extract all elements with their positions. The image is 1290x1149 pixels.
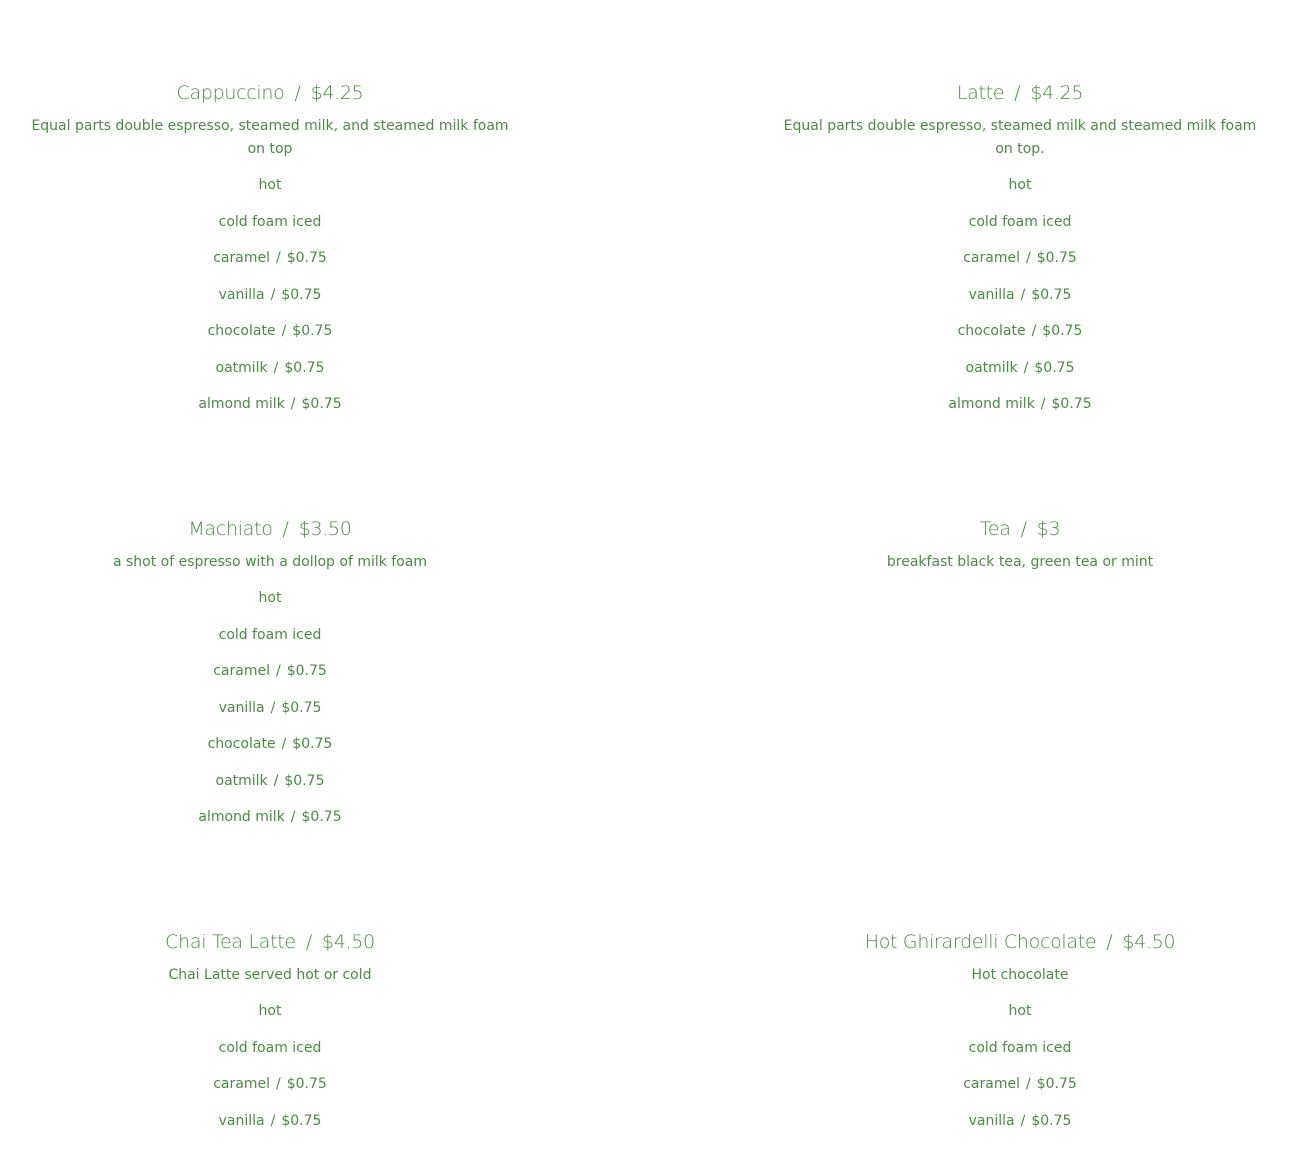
option-price: $0.75 xyxy=(284,360,324,376)
option-price: $0.75 xyxy=(292,323,332,339)
option-item xyxy=(770,360,1270,397)
option-name: vanilla xyxy=(219,700,265,716)
option-separator: / xyxy=(274,360,279,376)
option-list xyxy=(20,177,520,433)
option-item xyxy=(20,590,520,627)
option-item xyxy=(20,1040,520,1077)
menu-item-cappuccino xyxy=(20,80,520,433)
item-price: $4.50 xyxy=(1122,931,1175,953)
option-price: $0.75 xyxy=(281,700,321,716)
option-name: hot xyxy=(259,590,282,606)
option-separator: / xyxy=(282,323,287,339)
item-description: a shot of espresso with a dollop of milk foam xyxy=(20,551,520,574)
option-item xyxy=(20,214,520,251)
menu-item-latte xyxy=(770,80,1270,433)
option-name: vanilla xyxy=(219,287,265,303)
option-price: $0.75 xyxy=(1052,396,1092,412)
option-name: almond milk xyxy=(948,396,1034,412)
option-name: cold foam iced xyxy=(969,1040,1072,1056)
option-separator: / xyxy=(1041,396,1046,412)
option-separator: / xyxy=(271,1113,276,1129)
item-title xyxy=(20,80,520,106)
option-name: cold foam iced xyxy=(219,1040,322,1056)
option-item xyxy=(20,360,520,397)
option-name: oatmilk xyxy=(966,360,1018,376)
item-name: Latte xyxy=(957,82,1004,104)
option-name: caramel xyxy=(963,250,1020,266)
option-separator: / xyxy=(276,663,281,679)
menu-item-hot-ghirardelli-chocolate xyxy=(770,929,1270,1149)
option-item xyxy=(20,177,520,214)
option-item xyxy=(20,809,520,846)
option-item xyxy=(770,250,1270,287)
option-price: $0.75 xyxy=(1042,323,1082,339)
option-item xyxy=(20,1076,520,1113)
item-price: $4.50 xyxy=(322,931,375,953)
option-item xyxy=(770,1040,1270,1077)
option-price: $0.75 xyxy=(1031,287,1071,303)
option-name: almond milk xyxy=(198,809,284,825)
menu-item-machiato xyxy=(20,516,520,846)
option-item xyxy=(20,627,520,664)
option-list xyxy=(20,1003,520,1149)
option-price: $0.75 xyxy=(302,396,342,412)
option-price: $0.75 xyxy=(1034,360,1074,376)
option-list xyxy=(20,590,520,846)
option-name: hot xyxy=(1009,1003,1032,1019)
option-name: vanilla xyxy=(969,287,1015,303)
option-item xyxy=(20,736,520,773)
item-price: $4.25 xyxy=(1030,82,1083,104)
option-name: hot xyxy=(259,1003,282,1019)
option-separator: / xyxy=(1026,250,1031,266)
item-title xyxy=(770,929,1270,955)
option-price: $0.75 xyxy=(1031,1113,1071,1129)
option-separator: / xyxy=(1021,1113,1026,1129)
option-item xyxy=(770,323,1270,360)
option-separator: / xyxy=(276,1076,281,1092)
title-separator: / xyxy=(306,931,312,953)
option-name: cold foam iced xyxy=(219,627,322,643)
option-item xyxy=(20,323,520,360)
option-item xyxy=(770,396,1270,433)
item-description: Chai Latte served hot or cold xyxy=(20,964,520,987)
option-name: chocolate xyxy=(958,323,1026,339)
option-item xyxy=(20,396,520,433)
option-name: caramel xyxy=(213,250,270,266)
item-price: $3 xyxy=(1037,518,1061,540)
title-separator: / xyxy=(283,518,289,540)
option-price: $0.75 xyxy=(287,1076,327,1092)
item-description: Equal parts double espresso, steamed milk and steamed milk foam on top. xyxy=(770,115,1270,161)
option-name: caramel xyxy=(213,663,270,679)
item-name: Machiato xyxy=(188,518,272,540)
option-name: chocolate xyxy=(208,323,276,339)
item-title xyxy=(770,80,1270,106)
option-item xyxy=(20,773,520,810)
option-name: hot xyxy=(1009,177,1032,193)
menu-item-tea xyxy=(770,516,1270,574)
option-separator: / xyxy=(274,773,279,789)
item-name: Tea xyxy=(980,518,1011,540)
title-separator: / xyxy=(294,82,300,104)
option-separator: / xyxy=(1021,287,1026,303)
option-item xyxy=(770,287,1270,324)
option-item xyxy=(20,1003,520,1040)
item-price: $4.25 xyxy=(311,82,364,104)
option-separator: / xyxy=(291,809,296,825)
title-separator: / xyxy=(1021,518,1027,540)
option-item xyxy=(770,214,1270,251)
option-list xyxy=(770,177,1270,433)
option-name: vanilla xyxy=(969,1113,1015,1129)
menu-item-chai-tea-latte xyxy=(20,929,520,1149)
option-price: $0.75 xyxy=(287,663,327,679)
item-name: Cappuccino xyxy=(177,82,285,104)
item-name: Hot Ghirardelli Chocolate xyxy=(865,931,1097,953)
option-price: $0.75 xyxy=(281,287,321,303)
option-price: $0.75 xyxy=(1037,1076,1077,1092)
option-item xyxy=(20,1113,520,1149)
item-description: breakfast black tea, green tea or mint xyxy=(770,551,1270,574)
option-item xyxy=(20,700,520,737)
item-price: $3.50 xyxy=(299,518,352,540)
option-item xyxy=(770,1076,1270,1113)
option-item xyxy=(20,250,520,287)
option-name: oatmilk xyxy=(216,773,268,789)
option-separator: / xyxy=(291,396,296,412)
option-item xyxy=(770,1003,1270,1040)
option-price: $0.75 xyxy=(292,736,332,752)
option-name: vanilla xyxy=(219,1113,265,1129)
option-price: $0.75 xyxy=(287,250,327,266)
option-item xyxy=(770,177,1270,214)
option-name: oatmilk xyxy=(216,360,268,376)
item-description: Equal parts double espresso, steamed milk, and steamed milk foam on top xyxy=(20,115,520,161)
option-separator: / xyxy=(1032,323,1037,339)
option-item xyxy=(770,1113,1270,1149)
option-name: cold foam iced xyxy=(969,214,1072,230)
option-name: caramel xyxy=(213,1076,270,1092)
option-name: caramel xyxy=(963,1076,1020,1092)
option-name: chocolate xyxy=(208,736,276,752)
option-price: $0.75 xyxy=(284,773,324,789)
option-separator: / xyxy=(271,700,276,716)
option-separator: / xyxy=(276,250,281,266)
option-list xyxy=(770,1003,1270,1149)
option-separator: / xyxy=(282,736,287,752)
item-title xyxy=(20,929,520,955)
option-separator: / xyxy=(1024,360,1029,376)
option-separator: / xyxy=(1026,1076,1031,1092)
option-name: hot xyxy=(259,177,282,193)
title-separator: / xyxy=(1106,931,1112,953)
title-separator: / xyxy=(1014,82,1020,104)
option-item xyxy=(20,663,520,700)
option-name: almond milk xyxy=(198,396,284,412)
option-item xyxy=(20,287,520,324)
item-title xyxy=(20,516,520,542)
option-price: $0.75 xyxy=(302,809,342,825)
option-price: $0.75 xyxy=(281,1113,321,1129)
item-title xyxy=(770,516,1270,542)
item-description: Hot chocolate xyxy=(770,964,1270,987)
option-name: cold foam iced xyxy=(219,214,322,230)
option-price: $0.75 xyxy=(1037,250,1077,266)
option-separator: / xyxy=(271,287,276,303)
item-name: Chai Tea Latte xyxy=(165,931,296,953)
